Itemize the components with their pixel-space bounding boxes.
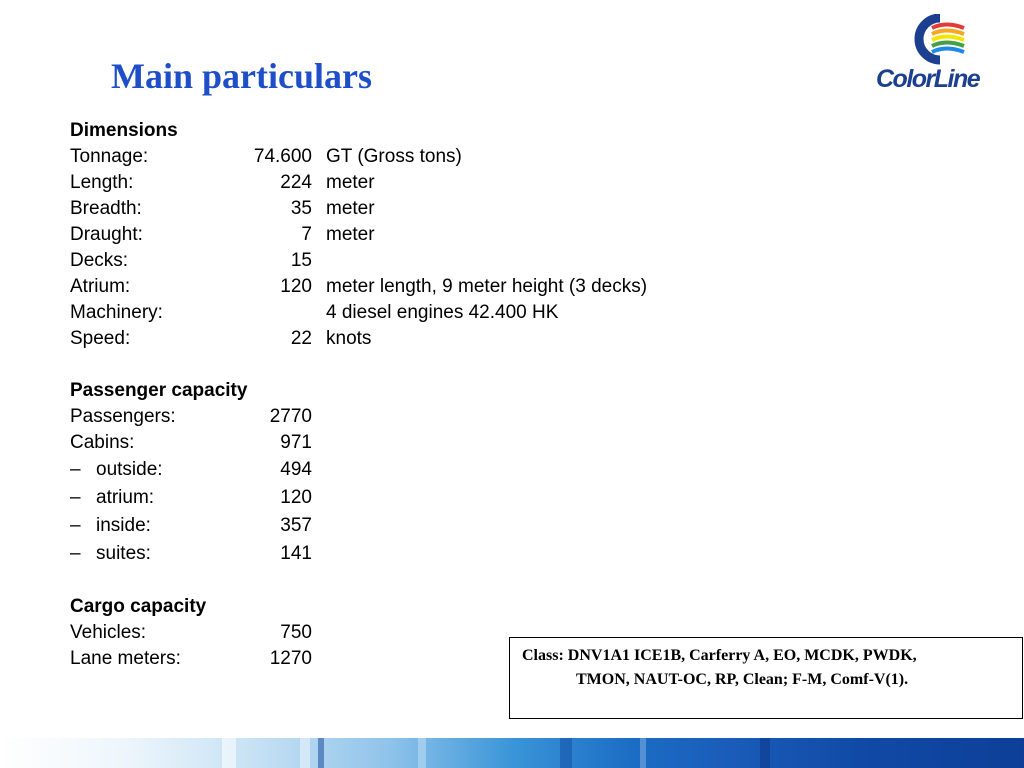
decorative-stripe — [418, 738, 426, 768]
classification-note — [509, 637, 1023, 719]
spec-label: Tonnage: — [70, 146, 149, 167]
spec-unit: GT (Gross tons) — [326, 146, 462, 167]
decorative-stripe — [760, 738, 770, 768]
section-heading-dimensions: Dimensions — [70, 120, 178, 141]
spec-value — [230, 300, 312, 326]
spec-unit: knots — [326, 328, 372, 349]
decorative-stripe — [318, 738, 324, 768]
spacer — [70, 352, 750, 378]
spec-row-passengers — [70, 404, 750, 430]
spec-label: Cabins: — [70, 432, 135, 453]
spec-label: Machinery: — [70, 302, 163, 323]
spec-row-machinery — [70, 300, 750, 326]
spec-value: 74.600 — [253, 146, 312, 167]
spec-row-cabins-inside — [70, 512, 750, 540]
specs-list — [70, 118, 750, 672]
decorative-stripe — [640, 738, 646, 768]
spec-label-group — [70, 512, 230, 540]
spec-label: suites: — [96, 543, 151, 564]
spec-row-cabins-outside — [70, 456, 750, 484]
spec-unit: 4 diesel engines 42.400 HK — [326, 302, 559, 323]
spec-value: 2770 — [269, 406, 312, 427]
bullet-dash: – — [70, 487, 81, 508]
spec-value: 750 — [280, 622, 312, 643]
section-heading-passenger-capacity: Passenger capacity — [70, 380, 248, 401]
color-line-logo — [876, 14, 1002, 94]
spec-row-cabins-atrium — [70, 484, 750, 512]
spec-value: 120 — [280, 487, 312, 508]
decorative-stripe — [222, 738, 236, 768]
spec-label: Draught: — [70, 224, 143, 245]
spec-unit: meter — [326, 172, 375, 193]
spec-label: inside: — [96, 515, 151, 536]
spec-value: 494 — [280, 459, 312, 480]
spec-value: 971 — [280, 432, 312, 453]
spec-row-draught — [70, 222, 750, 248]
classification-line-1: Class: DNV1A1 ICE1B, Carferry A, EO, MCDK, PWDK, — [522, 647, 917, 664]
spec-label-group — [70, 484, 230, 512]
bullet-dash: – — [70, 543, 81, 564]
spec-label: Vehicles: — [70, 622, 147, 643]
decorative-stripe — [300, 738, 310, 768]
spec-label: outside: — [96, 459, 163, 480]
spec-label: Decks: — [70, 250, 129, 271]
spacer — [70, 568, 750, 594]
spec-value: 224 — [280, 172, 312, 193]
spec-unit: meter length, 9 meter height (3 decks) — [326, 276, 648, 297]
spec-row-atrium — [70, 274, 750, 300]
spec-row-cabins-suites — [70, 540, 750, 568]
spec-label: Atrium: — [70, 276, 131, 297]
spec-value: 357 — [280, 515, 312, 536]
spec-value: 35 — [290, 198, 312, 219]
spec-value: 15 — [290, 250, 312, 271]
spec-label: Breadth: — [70, 198, 142, 219]
bullet-dash: – — [70, 515, 81, 536]
spec-label: Length: — [70, 172, 134, 193]
page-title: Main particulars — [111, 56, 372, 96]
spec-label-group — [70, 540, 230, 568]
spec-row-length — [70, 170, 750, 196]
spec-label: Speed: — [70, 328, 131, 349]
section-heading-cargo-capacity: Cargo capacity — [70, 596, 207, 617]
spec-value: 120 — [280, 276, 312, 297]
spec-value: 22 — [290, 328, 312, 349]
spec-value: 7 — [301, 224, 312, 245]
spec-unit: meter — [326, 224, 375, 245]
spec-label: Lane meters: — [70, 648, 181, 669]
spec-row-cabins — [70, 430, 750, 456]
classification-line-2: TMON, NAUT-OC, RP, Clean; F-M, Comf-V(1). — [576, 671, 909, 688]
spec-row-tonnage — [70, 144, 750, 170]
bullet-dash: – — [70, 459, 81, 480]
spec-row-breadth — [70, 196, 750, 222]
spec-unit — [312, 248, 326, 274]
color-line-emblem-icon — [876, 14, 1002, 66]
spec-row-decks — [70, 248, 750, 274]
spec-label: atrium: — [96, 487, 155, 508]
spec-row-speed — [70, 326, 750, 352]
decorative-bottom-band — [0, 738, 1024, 768]
spec-label-group — [70, 456, 230, 484]
spec-value: 1270 — [269, 648, 312, 669]
spec-unit: meter — [326, 198, 375, 219]
spec-value: 141 — [280, 543, 312, 564]
logo-wordmark: ColorLine — [876, 65, 980, 93]
decorative-stripe — [560, 738, 572, 768]
spec-label: Passengers: — [70, 406, 176, 427]
